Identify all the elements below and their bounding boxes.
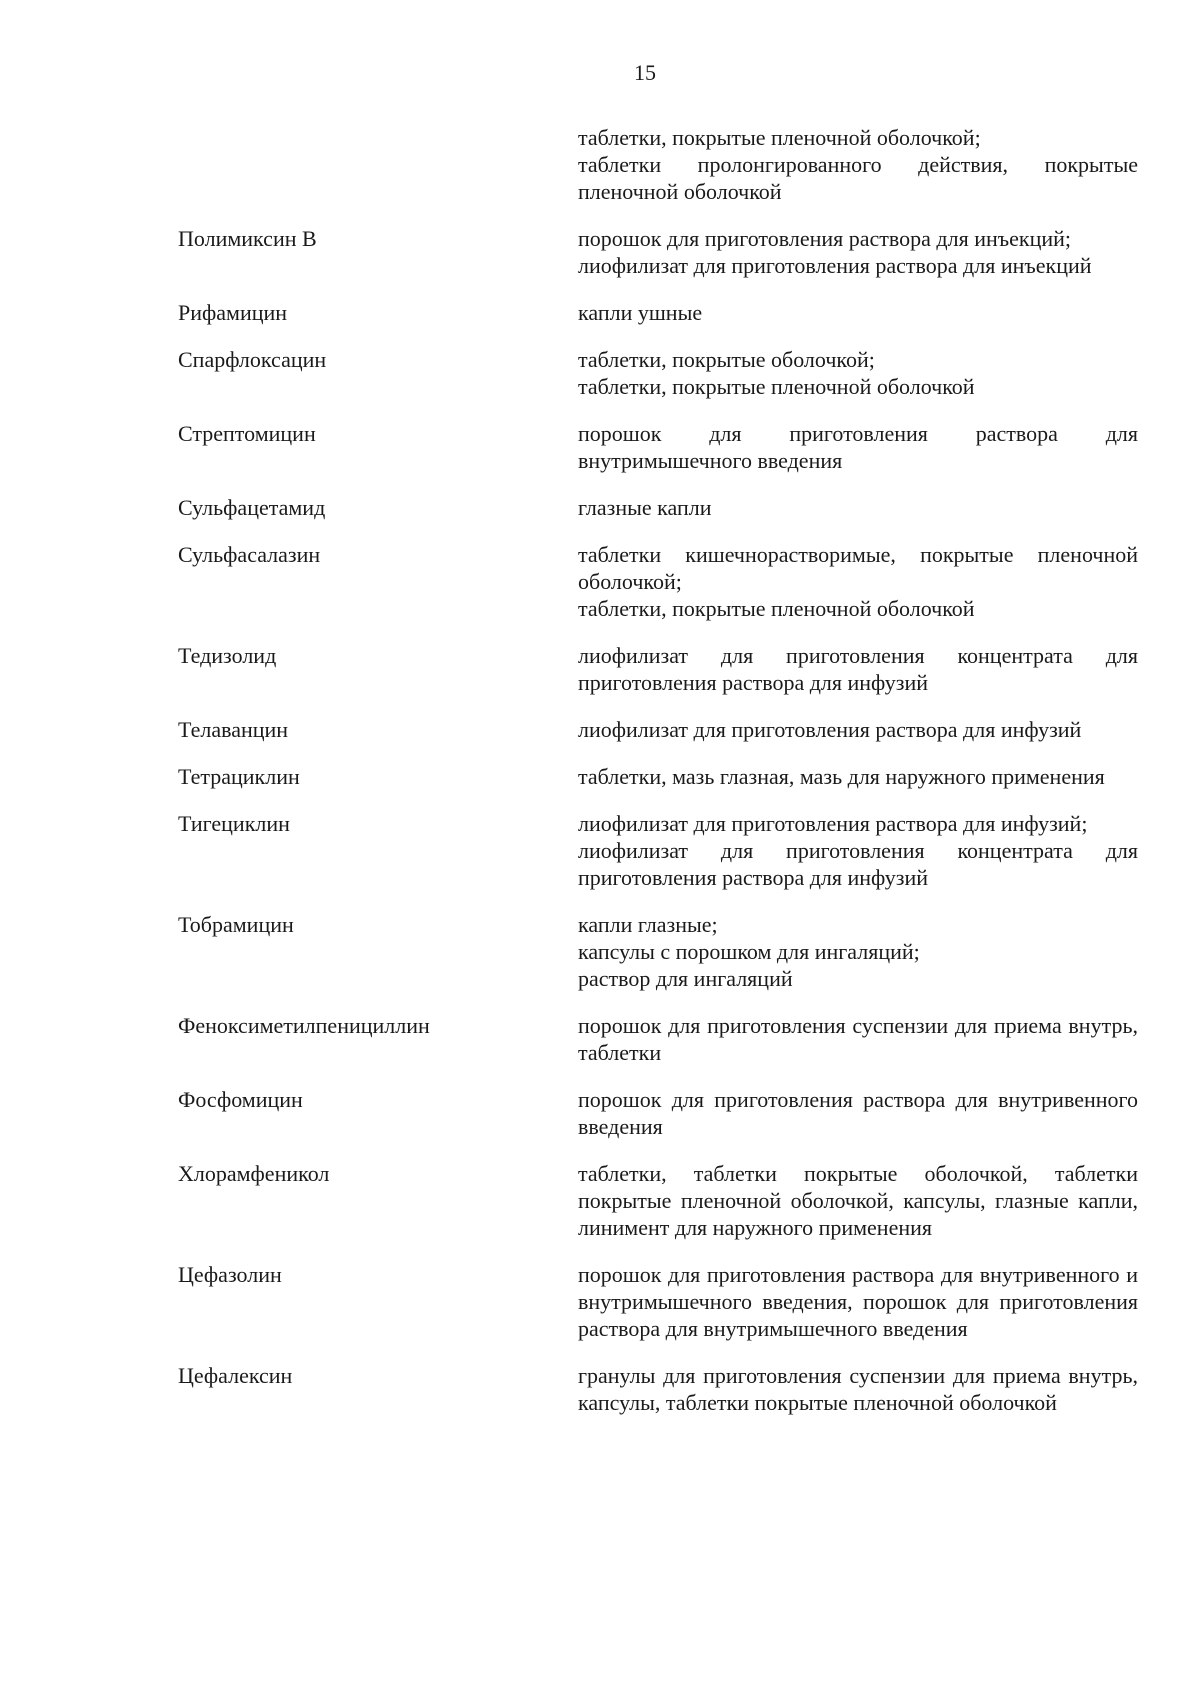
drug-row bbox=[178, 911, 1138, 992]
dosage-forms bbox=[578, 716, 1138, 743]
drug-name: Цефалексин bbox=[178, 1363, 293, 1388]
dosage-form-line: таблетки, мазь глазная, мазь для наружного применения bbox=[578, 764, 1105, 789]
dosage-form-line: таблетки, покрытые пленочной оболочкой bbox=[578, 374, 975, 399]
drug-row bbox=[178, 346, 1138, 400]
dosage-form-line: лиофилизат для приготовления концентрата для приготовления раствора для инфузий bbox=[578, 838, 1138, 890]
dosage-forms bbox=[578, 1012, 1138, 1066]
dosage-form-line: таблетки кишечнорастворимые, покрытые пленочной оболочкой; bbox=[578, 542, 1138, 594]
drug-list bbox=[178, 124, 1138, 1436]
dosage-forms bbox=[578, 911, 1138, 992]
dosage-form-line: таблетки, покрытые оболочкой; bbox=[578, 347, 875, 372]
dosage-form-line: таблетки, покрытые пленочной оболочкой bbox=[578, 596, 975, 621]
drug-row bbox=[178, 420, 1138, 474]
drug-name bbox=[178, 124, 578, 205]
dosage-form-line: порошок для приготовления раствора для внутримышечного введения bbox=[578, 421, 1138, 473]
drug-name: Хлорамфеникол bbox=[178, 1161, 330, 1186]
dosage-form-line: порошок для приготовления суспензии для приема внутрь, таблетки bbox=[578, 1013, 1138, 1065]
drug-row bbox=[178, 124, 1138, 205]
drug-row bbox=[178, 642, 1138, 696]
drug-name: Феноксиметилпенициллин bbox=[178, 1013, 430, 1038]
dosage-form-line: порошок для приготовления раствора для инъекций; bbox=[578, 226, 1072, 251]
drug-name: Тедизолид bbox=[178, 643, 277, 668]
dosage-forms bbox=[578, 1261, 1138, 1342]
drug-name: Фосфомицин bbox=[178, 1087, 303, 1112]
dosage-form-line: порошок для приготовления раствора для внутривенного и внутримышечного введения, порошок для приготовления раствора для внутримышечного введения bbox=[578, 1262, 1138, 1341]
dosage-form-line: порошок для приготовления раствора для внутривенного введения bbox=[578, 1087, 1138, 1139]
drug-row bbox=[178, 541, 1138, 622]
dosage-forms bbox=[578, 420, 1138, 474]
dosage-form-line: таблетки, покрытые пленочной оболочкой; bbox=[578, 125, 981, 150]
dosage-form-line: капли глазные; bbox=[578, 912, 718, 937]
dosage-form-line: глазные капли bbox=[578, 495, 712, 520]
drug-row bbox=[178, 1160, 1138, 1241]
dosage-forms bbox=[578, 541, 1138, 622]
dosage-form-line: лиофилизат для приготовления раствора для инфузий; bbox=[578, 811, 1088, 836]
dosage-form-line: лиофилизат для приготовления раствора для инфузий bbox=[578, 717, 1082, 742]
dosage-forms bbox=[578, 642, 1138, 696]
drug-name: Цефазолин bbox=[178, 1262, 282, 1287]
drug-name: Рифамицин bbox=[178, 300, 288, 325]
drug-name: Полимиксин В bbox=[178, 226, 317, 251]
dosage-form-line: таблетки пролонгированного действия, покрытые пленочной оболочкой bbox=[578, 152, 1138, 204]
dosage-forms bbox=[578, 124, 1138, 205]
drug-row bbox=[178, 225, 1138, 279]
drug-name: Спарфлоксацин bbox=[178, 347, 327, 372]
dosage-forms bbox=[578, 1160, 1138, 1241]
drug-name: Сульфацетамид bbox=[178, 495, 326, 520]
dosage-forms bbox=[578, 494, 1138, 521]
drug-row bbox=[178, 1362, 1138, 1416]
drug-row bbox=[178, 763, 1138, 790]
drug-row bbox=[178, 299, 1138, 326]
dosage-forms bbox=[578, 346, 1138, 400]
drug-name: Сульфасалазин bbox=[178, 542, 321, 567]
drug-name: Тетрациклин bbox=[178, 764, 300, 789]
drug-row bbox=[178, 494, 1138, 521]
drug-row bbox=[178, 716, 1138, 743]
drug-row bbox=[178, 810, 1138, 891]
drug-name: Стрептомицин bbox=[178, 421, 316, 446]
drug-row bbox=[178, 1261, 1138, 1342]
dosage-forms bbox=[578, 763, 1138, 790]
drug-name: Телаванцин bbox=[178, 717, 289, 742]
dosage-form-line: капли ушные bbox=[578, 300, 703, 325]
dosage-form-line: лиофилизат для приготовления раствора для инъекций bbox=[578, 253, 1092, 278]
dosage-forms bbox=[578, 810, 1138, 891]
dosage-form-line: раствор для ингаляций bbox=[578, 966, 793, 991]
page-number: 15 bbox=[634, 60, 656, 85]
dosage-form-line: таблетки, таблетки покрытые оболочкой, таблетки покрытые пленочной оболочкой, капсулы, глазные капли, линимент для наружного применения bbox=[578, 1161, 1138, 1240]
dosage-forms bbox=[578, 1086, 1138, 1140]
dosage-forms bbox=[578, 1362, 1138, 1416]
dosage-form-line: лиофилизат для приготовления концентрата для приготовления раствора для инфузий bbox=[578, 643, 1138, 695]
dosage-forms bbox=[578, 299, 1138, 326]
drug-name: Тигециклин bbox=[178, 811, 290, 836]
dosage-form-line: гранулы для приготовления суспензии для приема внутрь, капсулы, таблетки покрытые пленочной оболочкой bbox=[578, 1363, 1138, 1415]
drug-name: Тобрамицин bbox=[178, 912, 294, 937]
dosage-forms bbox=[578, 225, 1138, 279]
drug-row bbox=[178, 1012, 1138, 1066]
drug-row bbox=[178, 1086, 1138, 1140]
dosage-form-line: капсулы с порошком для ингаляций; bbox=[578, 939, 920, 964]
